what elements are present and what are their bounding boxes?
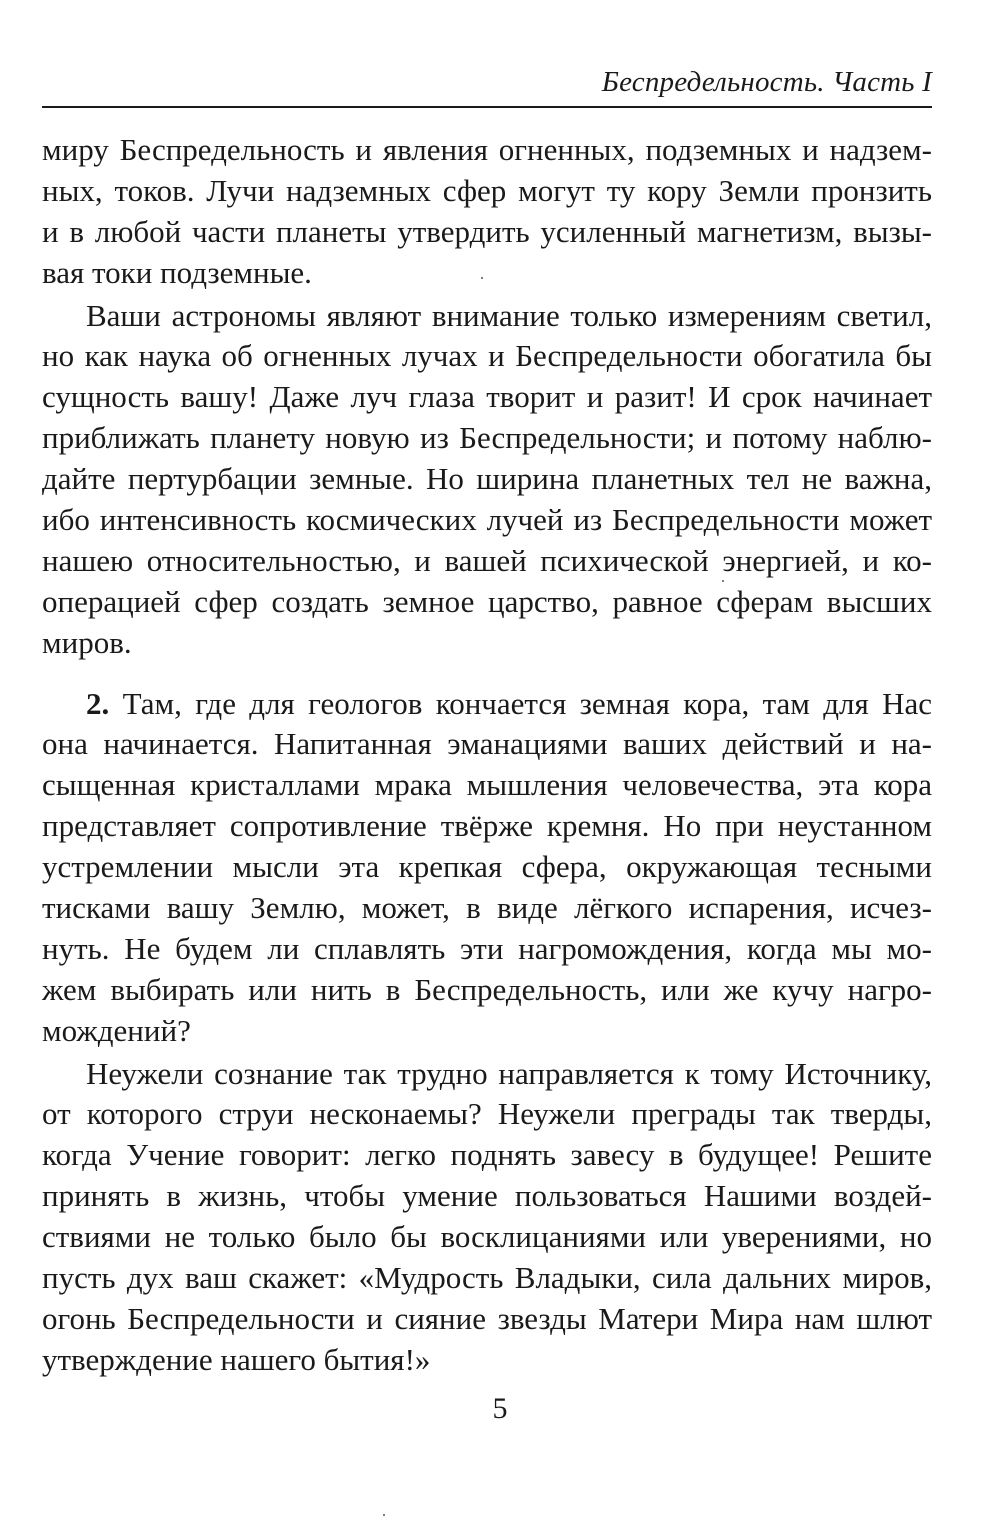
text-line: утверждение нашего бытия!» bbox=[42, 1341, 431, 1377]
text-line: приближать планету новую из Беспредельности; и потому наблю- bbox=[42, 420, 932, 456]
text-line: сущность вашу! Даже луч глаза творит и разит! И срок начинает bbox=[42, 379, 932, 415]
numbered-paragraph bbox=[42, 684, 932, 1052]
text-line: нашею относительностью, и вашей психической энергией, и ко- bbox=[42, 542, 932, 578]
text-line: ибо интенсивность космических лучей из Беспредельности может bbox=[42, 502, 932, 538]
print-speck bbox=[722, 580, 724, 582]
text-line: принять в жизнь, чтобы умение пользоваться Нашими воздей- bbox=[42, 1178, 932, 1214]
paragraph bbox=[42, 296, 932, 664]
text-line: огонь Беспредельности и сияние звезды Матери Мира нам шлют bbox=[42, 1300, 932, 1336]
text-line: она начинается. Напитанная эманациями ваших действий и на- bbox=[42, 726, 932, 762]
text-line: и в любой части планеты утвердить усиленный магнетизм, вызы- bbox=[42, 213, 932, 249]
running-header bbox=[42, 60, 932, 108]
text-line-content: Там, где для геологов кончается земная кора, там для Нас bbox=[122, 685, 933, 721]
text-line: мождений? bbox=[42, 1012, 191, 1048]
text-line: ствиями не только было бы восклицаниями или уверениями, но bbox=[42, 1219, 932, 1255]
text-line: миров. bbox=[42, 624, 132, 660]
text-line: вая токи подземные. bbox=[42, 254, 312, 290]
text-line: от которого струи несконаемы? Неужели преграды так тверды, bbox=[42, 1096, 932, 1132]
print-speck bbox=[383, 1514, 385, 1516]
text-line: жем выбирать или нить в Беспредельность, или же кучу нагро- bbox=[42, 971, 932, 1007]
paragraph bbox=[42, 1054, 932, 1381]
text-line: ных, токов. Лучи надземных сфер могут ту кору Земли пронзить bbox=[42, 172, 932, 208]
text-line: пусть дух ваш скажет: «Мудрость Владыки, сила дальних миров, bbox=[42, 1260, 932, 1296]
text-line: миру Беспредельность и явления огненных, подземных и надзем- bbox=[42, 132, 932, 167]
text-line: операцией сфер создать земное царство, равное сферам высших bbox=[42, 583, 932, 619]
text-line: Неужели сознание так трудно направляется к тому Источнику, bbox=[86, 1055, 932, 1091]
paragraph bbox=[42, 130, 932, 294]
text-line: но как наука об огненных лучах и Беспредельности обогатила бы bbox=[42, 338, 932, 374]
text-line: нуть. Не будем ли сплавлять эти нагромождения, когда мы мо- bbox=[42, 930, 932, 966]
text-line bbox=[42, 684, 932, 725]
text-line: Ваши астрономы являют внимание только измерениям светил, bbox=[86, 297, 932, 333]
text-line: сыщенная кристаллами мрака мышления человечества, эта кора bbox=[42, 767, 932, 803]
paragraph-number: 2. bbox=[86, 685, 110, 721]
text-line: представляет сопротивление твёрже кремня. Но при неустанном bbox=[42, 808, 932, 844]
text-line: когда Учение говорит: легко поднять завесу в будущее! Решите bbox=[42, 1137, 932, 1173]
page-number: 5 bbox=[492, 1392, 508, 1425]
running-title: Беспредельность. Часть I bbox=[601, 66, 932, 98]
print-speck bbox=[481, 277, 483, 279]
body-text bbox=[42, 130, 932, 1381]
text-line: дайте пертурбации земные. Но ширина планетных тел не важна, bbox=[42, 461, 932, 497]
text-line: тисками вашу Землю, может, в виде лёгкого испарения, исчез- bbox=[42, 890, 932, 926]
text-line: устремлении мысли эта крепкая сфера, окружающая тесными bbox=[42, 849, 932, 885]
